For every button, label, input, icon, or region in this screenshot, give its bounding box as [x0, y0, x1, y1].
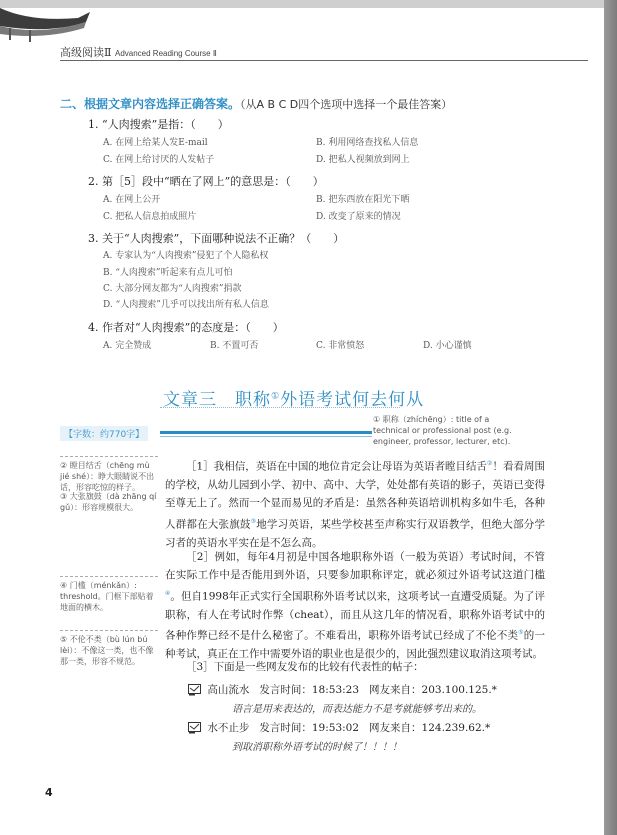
post-2-user[interactable]: 水不止步 — [207, 722, 250, 734]
word-count-rule-thin — [160, 436, 372, 437]
question-3-option-a[interactable]: A. 专家认为“人肉搜索”侵犯了个人隐私权 — [103, 251, 269, 261]
section-instruction: （从A B C D四个选项中选择一个最佳答案） — [240, 98, 453, 111]
question-4-option-d[interactable]: D. 小心谨慎 — [423, 341, 472, 351]
eave-decoration-icon — [0, 0, 95, 42]
question-1-stem: 1. “人肉搜索”是指：（ ） — [88, 118, 229, 131]
page-number: 4 — [45, 786, 53, 799]
running-header — [60, 44, 217, 60]
side-note-2: ② 瞠目结舌（chēng mù jié shé）：睁大眼睛说不出话，形容吃惊的样子。 — [60, 456, 158, 493]
question-4-option-a[interactable]: A. 完全赞成 — [103, 341, 152, 351]
post-1-source: 网友来自：203.100.125.* — [369, 684, 497, 696]
word-count-rule — [160, 431, 372, 434]
article-title-footnote-mark: ① — [271, 391, 281, 402]
post-1-content: 语言是用来表达的，而表达能力不是考就能够考出来的。 — [232, 704, 482, 715]
question-3-option-b[interactable]: B. “人肉搜索”听起来有点儿可怕 — [103, 268, 233, 278]
paragraph-2-part-b: 。但自1998年正式实行全国职称外语考试以来，这项考试一直遭受质疑。为了评职称，有人在考试时作弊（cheat），而且从这几年的情况看，职称外语考试中的各种作弊已经不是什么秘密了。不难看出，职称外语考试已经成了不伦不类 — [165, 590, 545, 642]
paragraph-1 — [165, 455, 545, 552]
note-mark-2: ② — [487, 460, 493, 467]
header-title-cn: 高级阅读Ⅱ — [60, 46, 112, 59]
question-2-option-d[interactable]: D. 改变了原来的情况 — [316, 212, 401, 222]
post-user-icon — [188, 684, 201, 696]
post-header-2 — [188, 720, 490, 735]
title-underline — [160, 407, 400, 409]
question-4-option-c[interactable]: C. 非常愤怒 — [316, 341, 365, 351]
header-title-en: Advanced Reading Course Ⅱ — [114, 49, 217, 58]
question-3-stem: 3. 关于“人肉搜索”，下面哪种说法不正确？（ ） — [88, 232, 345, 245]
question-1-option-a[interactable]: A. 在网上给某人发E-mail — [103, 138, 208, 148]
post-header-1 — [188, 682, 497, 697]
question-2-stem: 2. 第［5］段中“晒在了网上”的意思是：（ ） — [88, 175, 324, 188]
note-mark-5: ⑤ — [518, 629, 524, 637]
post-2-time: 发言时间：19:53:02 — [259, 722, 360, 734]
side-note-5: ⑤ 不伦不类（bù lún bú lèi）：不像这一类，也不像那一类，形容不规范。 — [60, 630, 158, 667]
post-1-time: 发言时间：18:53:23 — [259, 684, 360, 696]
side-note-3: ③ 大张旗鼓（dà zhāng qí gǔ）：形容规模很大。 — [60, 492, 157, 512]
question-1-option-b[interactable]: B. 利用网络查找私人信息 — [316, 138, 419, 148]
article-title-b: 外语考试何去何从 — [280, 390, 425, 410]
viewer-scroll-edge[interactable] — [604, 0, 617, 835]
post-user-icon — [188, 722, 201, 734]
post-2-source: 网友来自：124.239.62.* — [369, 722, 491, 734]
title-footnote: ① 职称（zhíchēng）: title of a technical or professional post (e.g. engineer, professor, lecturer, etc). — [373, 415, 512, 446]
article-title-a: 文章三 职称 — [163, 390, 271, 410]
paragraph-2-part-a: ［2］例如，每年4月初是中国各地职称外语（一般为英语）考试时间，不管在实际工作中是否能用到外语，只要参加职称评定，就必须过外语考试这道门槛 — [165, 551, 545, 582]
paragraph-1-part-c: 地学习英语，某些学校甚至声称实行双语教学，但绝大部分学习者的英语水平实在是不怎么高。 — [165, 518, 545, 549]
note-mark-3: ③ — [250, 517, 257, 525]
question-3-option-d[interactable]: D. “人肉搜索”几乎可以找出所有私人信息 — [103, 300, 269, 310]
question-4-option-b[interactable]: B. 不置可否 — [210, 341, 259, 351]
section-title — [60, 95, 452, 112]
paragraph-2-part-c: 的一种考试，真正在工作中需要外语的职业也是很少的，因此强烈建议取消这项考试。 — [165, 629, 545, 661]
question-3-option-c[interactable]: C. 大部分网友都为“人肉搜索”捐款 — [103, 284, 242, 294]
question-4-stem: 4. 作者对“人肉搜索”的态度是：（ ） — [88, 321, 284, 334]
paragraph-3: ［3］下面是一些网友发布的比较有代表性的帖子： — [186, 661, 424, 673]
question-2-option-b[interactable]: B. 把东西放在阳光下晒 — [316, 195, 410, 205]
post-1-user[interactable]: 高山流水 — [207, 684, 250, 696]
question-1-option-c[interactable]: C. 在网上给讨厌的人发帖子 — [103, 155, 215, 165]
question-2-option-c[interactable]: C. 把私人信息拍成照片 — [103, 212, 197, 222]
side-note-4: ④ 门槛（ménkǎn）: threshold。门框下部贴着地面的横木。 — [60, 576, 158, 613]
paragraph-1-part-a: ［1］我相信，英语在中国的地位肯定会让母语为英语者瞠目结舌 — [186, 460, 488, 473]
paragraph-2 — [165, 548, 545, 663]
section-title-text: 二、根据文章内容选择正确答案。 — [60, 97, 241, 111]
word-count-badge: 【字数：约770字】 — [60, 426, 148, 441]
paragraph-1-part-b: ！看看周围的学校，从幼儿园到小学、初中、高中、大学，处处都有英语的影子，英语已变得至尊无上了。然而一个显而易见的矛盾是：虽然各种英语培训机构多如牛毛，各种人群都在大张旗鼓 — [165, 460, 546, 531]
question-2-option-a[interactable]: A. 在网上公开 — [103, 195, 161, 205]
note-mark-4: ④ — [165, 589, 171, 597]
post-2-content: 到取消职称外语考试的时候了！！！！ — [232, 742, 402, 753]
header-rule — [60, 60, 588, 61]
question-1-option-d[interactable]: D. 把私人视频放到网上 — [316, 155, 410, 165]
